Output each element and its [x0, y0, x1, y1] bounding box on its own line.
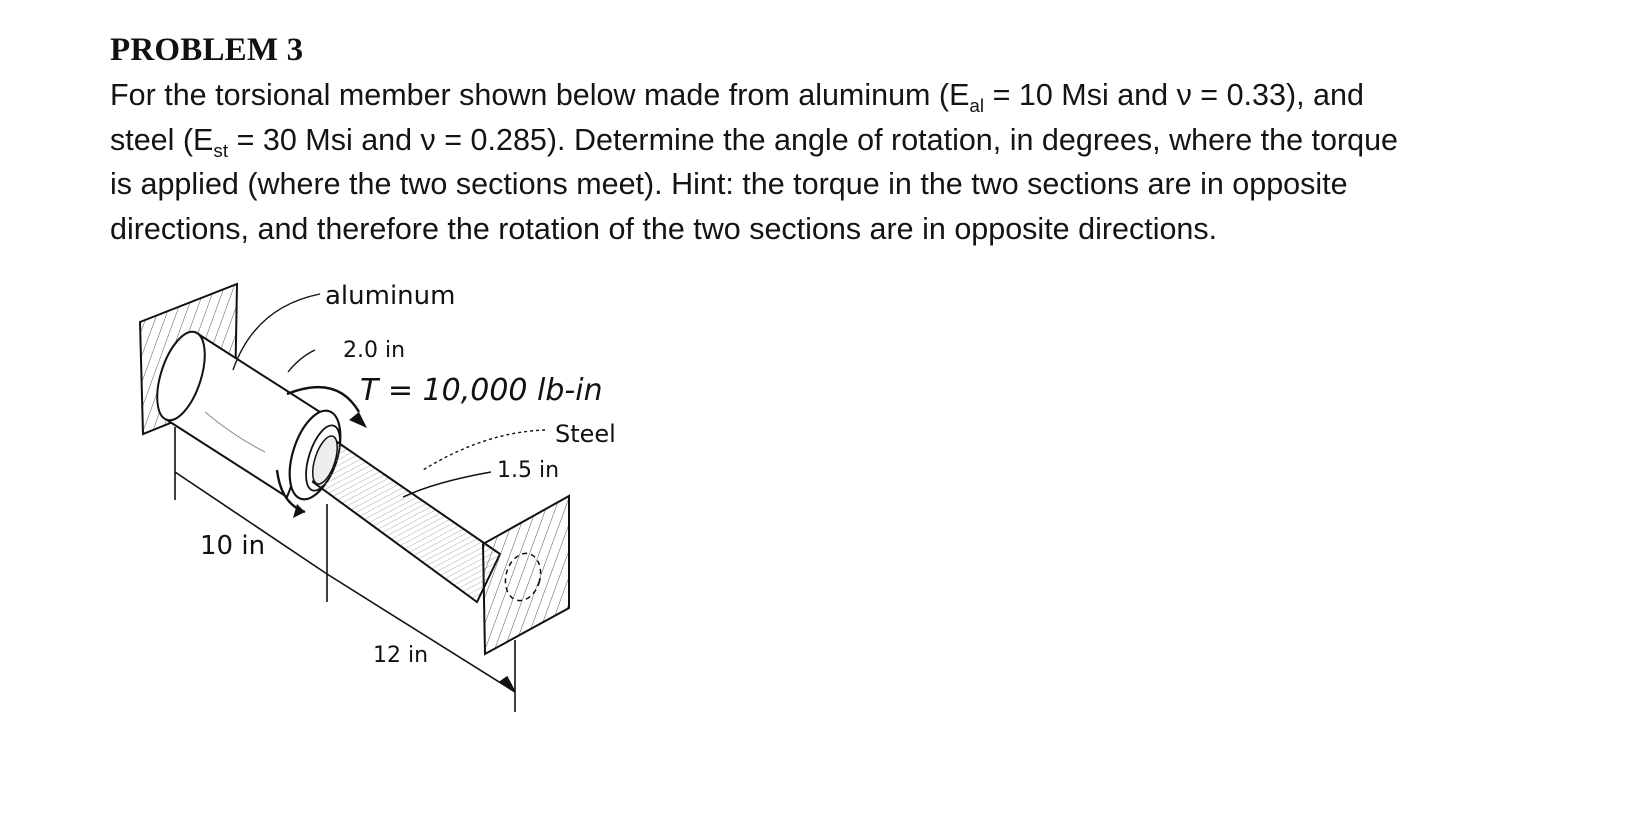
statement-line-3: is applied (where the two sections meet). Hint: the torque in the two sections are in opposite	[110, 167, 1348, 201]
aluminum-length-label: 10 in	[200, 531, 266, 561]
aluminum-label: aluminum	[325, 281, 456, 311]
steel-shaft	[308, 433, 500, 602]
subscript-st: st	[213, 140, 229, 162]
torsion-member-sketch	[105, 272, 705, 772]
torsion-member-figure	[105, 272, 705, 772]
aluminum-diameter-label: 2.0 in	[343, 338, 406, 363]
problem-heading: PROBLEM 3	[110, 32, 304, 68]
statement-line-1: For the torsional member shown below made from aluminum ($E_{al} = 10$ Msi and ν = 0.33), and	[110, 78, 1364, 118]
torque-label: T = 10,000 lb-in	[360, 373, 603, 408]
problem-statement	[110, 73, 1610, 251]
steel-diameter-label: 1.5 in	[497, 458, 560, 483]
steel-label: Steel	[555, 420, 616, 448]
subscript-al: al	[969, 96, 985, 118]
statement-line-2: steel ($E_{st} = 30$ Msi and ν = 0.285). Determine the angle of rotation, in degrees, where the torque	[110, 122, 1398, 162]
statement-line-4: directions, and therefore the rotation of the two sections are in opposite directions.	[110, 211, 1218, 246]
right-wall-support	[483, 496, 569, 654]
steel-length-label: 12 in	[373, 643, 429, 668]
